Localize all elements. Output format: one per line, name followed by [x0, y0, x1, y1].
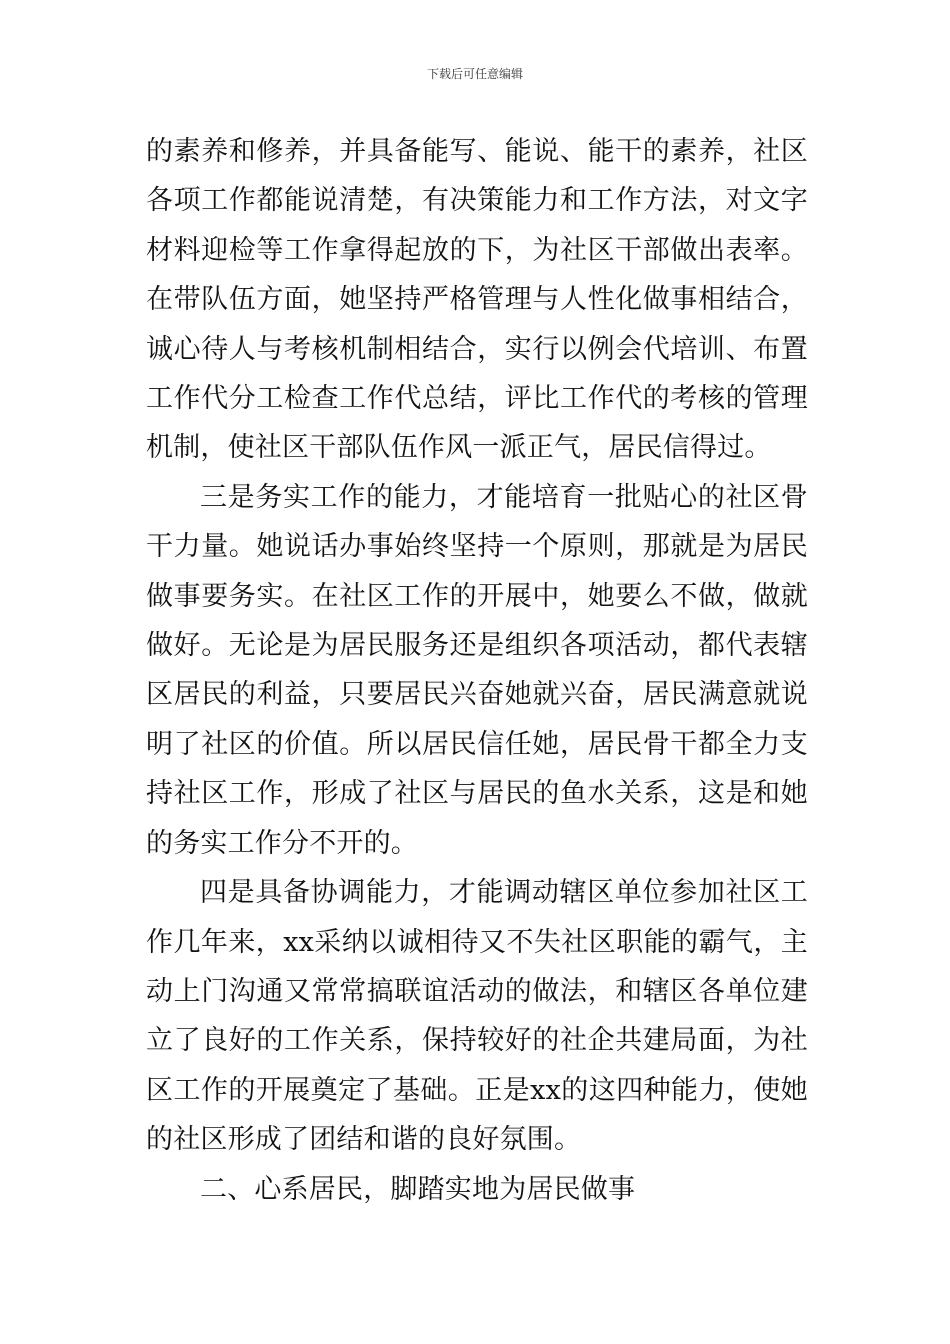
- section-heading-two: 二、心系居民，脚踏实地为居民做事: [200, 1173, 636, 1205]
- paragraph-continuation: 的素养和修养，并具备能写、能说、能干的素养，社区各项工作都能说清楚，有决策能力和工作方法，对文字材料迎检等工作拿得起放的下，为社区干部做出表率。在带队伍方面，她坚持严格管理与人性化做事相结合，诚心待人与考核机制相结合，实行以例会代培训、布置工作代分工检查工作代总结，评比工作代的考核的管理机制，使社区干部队伍作风一派正气，居民信得过。: [146, 136, 808, 464]
- paragraph-practical-ability: 三是务实工作的能力，才能培育一批贴心的社区骨干力量。她说话办事始终坚持一个原则，那就是为居民做事要务实。在社区工作的开展中，她要么不做，做就做好。无论是为居民服务还是组织各项活动，都代表辖区居民的利益，只要居民兴奋她就兴奋，居民满意就说明了社区的价值。所以居民信任她，居民骨干都全力支持社区工作，形成了社区与居民的鱼水关系，这是和她的务实工作分不开的。: [146, 481, 808, 859]
- document-body: [146, 127, 808, 1214]
- page-header-note: 下载后可任意编辑: [426, 67, 523, 81]
- paragraph-coordination-ability: 四是具备协调能力，才能调动辖区单位参加社区工作几年来，xx采纳以诚相待又不失社区职能的霸气，主动上门沟通又常常搞联谊活动的做法，和辖区各单位建立了良好的工作关系，保持较好的社企共建局面，为社区工作的开展奠定了基础。正是xx的这四种能力，使她的社区形成了团结和谐的良好氛围。: [146, 877, 808, 1156]
